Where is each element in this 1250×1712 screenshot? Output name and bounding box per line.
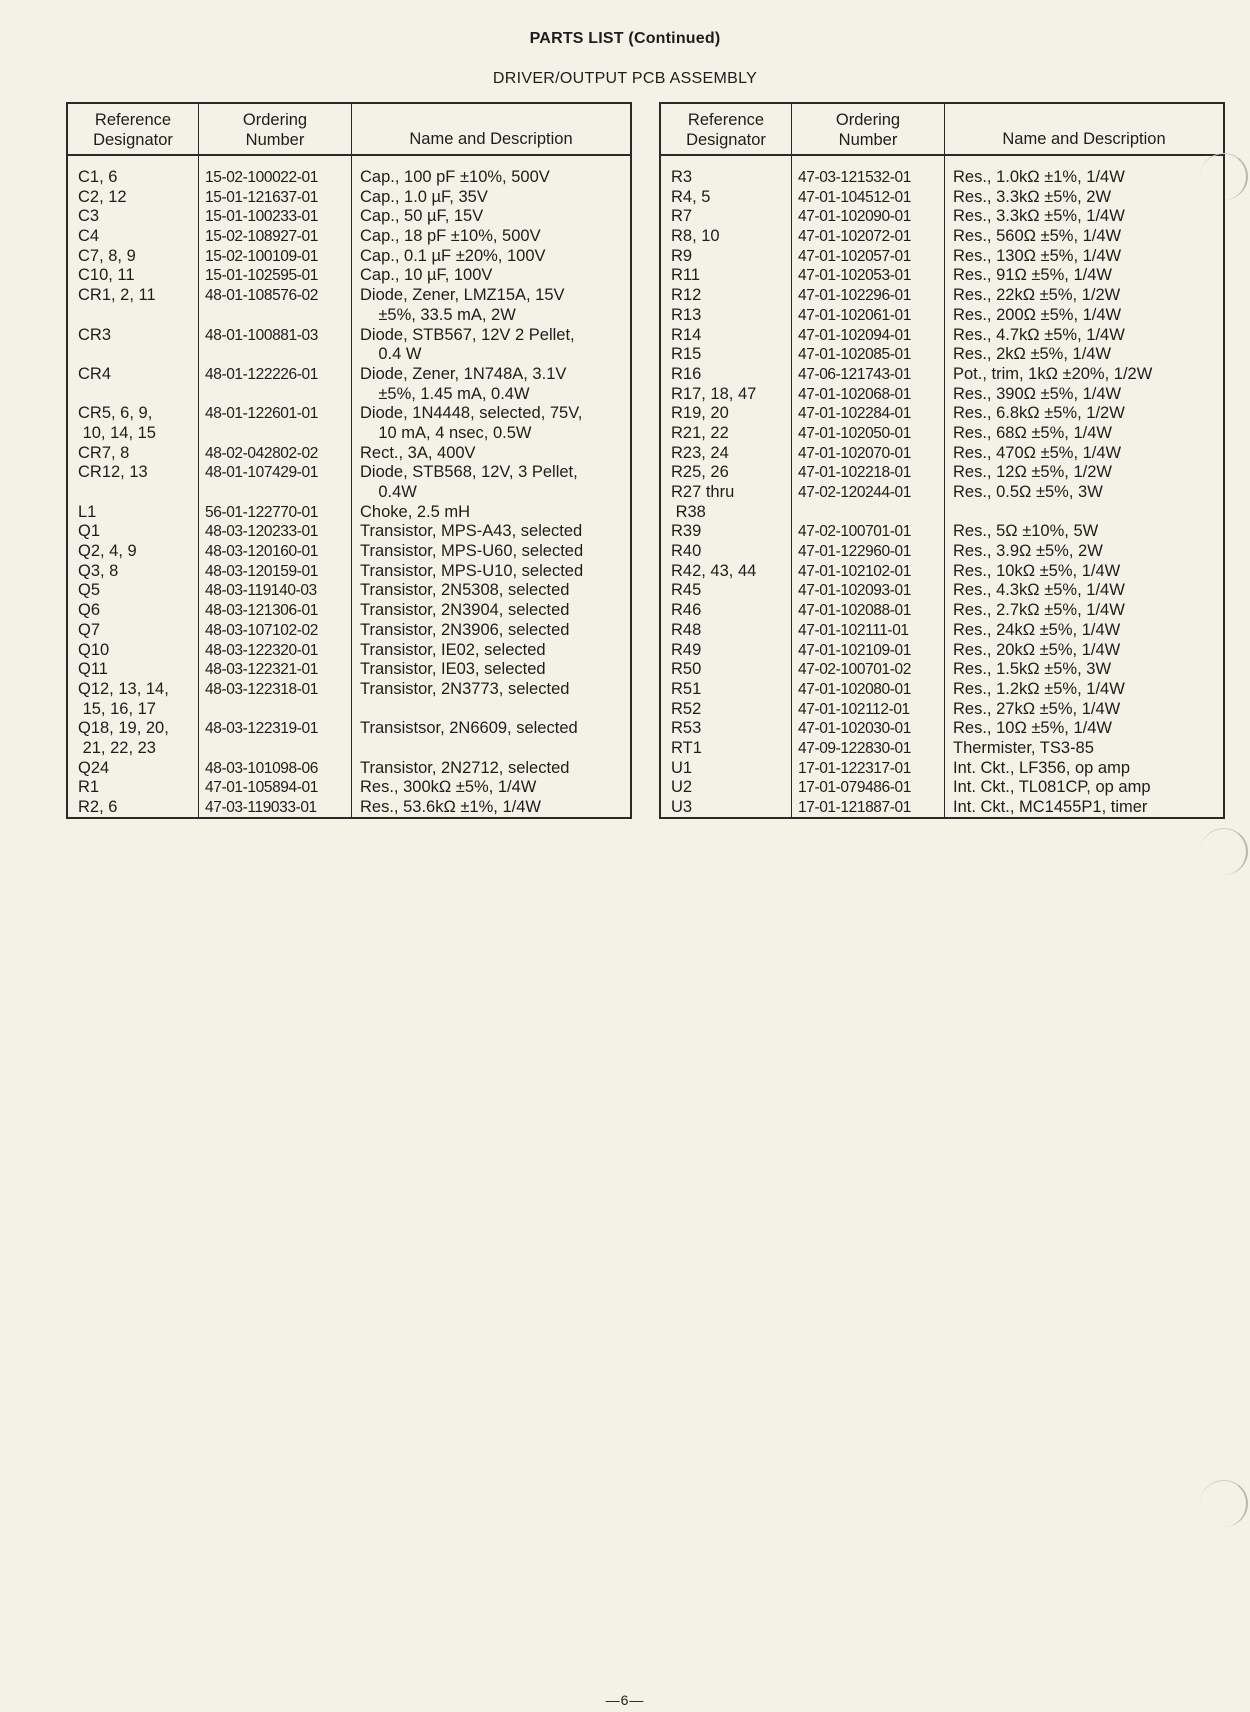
table-cell-line: 15-01-100233-01 [205,208,318,226]
table-cell-line: 47-01-105894-01 [205,779,318,797]
table-cell-line: CR4 [78,364,112,383]
table-cell-line: Diode, Zener, 1N748A, 3.1V [360,364,567,383]
table-cell-line: R8, 10 [671,227,720,246]
table-cell-line: Pot., trim, 1kΩ ±20%, 1/2W [953,364,1153,383]
table-cell-line: 48-03-122318-01 [205,680,318,698]
table-cell-line: 47-01-102061-01 [798,306,911,324]
table-cell-line: 47-01-102296-01 [798,287,911,305]
table-cell-line: Transistor, 2N5308, selected [360,581,570,600]
table-cell-line: Transistor, MPS-A43, selected [360,522,583,541]
table-body [68,156,630,817]
table-cell-line: 0.4W [360,483,417,501]
table-cell-line: Choke, 2.5 mH [360,502,471,521]
binder-hole-top [1200,153,1248,200]
table-cell-line [78,483,198,503]
table-cell-line: Res., 53.6kΩ ±1%, 1/4W [360,798,541,816]
table-cell-line: Transistor, IE02, selected [360,640,546,659]
table-cell-line: 48-03-120159-01 [205,562,318,580]
table-cell-line: Rect., 3A, 400V [360,443,476,462]
table-cell-line: L1 [78,502,97,521]
table-cell-line: R4, 5 [671,187,711,206]
table-cell-line: Q6 [78,601,101,620]
table-cell-line: Res., 24kΩ ±5%, 1/4W [953,620,1121,639]
table-cell-line: Transistor, 2N2712, selected [360,758,570,777]
table-cell-line: 47-01-102090-01 [798,208,911,226]
table-header [68,104,630,156]
table-cell-line [78,306,198,326]
table-cell-line: Q24 [78,758,110,777]
table-cell-line: Transistor, MPS-U60, selected [360,542,584,561]
table-cell-line: 15-02-100109-01 [205,247,318,265]
table-cell-line: Res., 6.8kΩ ±5%, 1/2W [953,404,1125,423]
table-cell-line: Res., 1.2kΩ ±5%, 1/4W [953,679,1125,698]
table-cell-line: R27 thru [671,483,735,501]
table-cell-line: 47-01-102094-01 [798,326,911,344]
table-cell-line: Res., 4.7kΩ ±5%, 1/4W [953,325,1125,344]
table-cell-line: Transistor, 2N3773, selected [360,679,570,698]
header-ordering-number: Ordering Number [199,104,352,154]
table-cell-line: R19, 20 [671,404,729,423]
binder-hole-middle [1200,828,1248,875]
table-cell-line: 47-01-102284-01 [798,405,911,423]
table-cell-line: Res., 91Ω ±5%, 1/4W [953,266,1112,285]
table-cell-line: Transistor, 2N3904, selected [360,601,570,620]
table-cell-line [205,424,351,444]
table-cell-line: Res., 3.3kΩ ±5%, 1/4W [953,207,1125,226]
table-cell-line: 47-02-120244-01 [798,484,911,501]
table-cell-line: Res., 22kΩ ±5%, 1/2W [953,286,1121,305]
table-cell-line: 15-01-121637-01 [205,188,318,206]
table-cell-line: CR12, 13 [78,463,148,482]
table-cell-line: 48-03-122319-01 [205,720,318,738]
table-cell-line: 47-01-102050-01 [798,424,911,442]
table-cell-line: C1, 6 [78,168,118,186]
table-cell-line: 47-02-100701-02 [798,661,911,679]
table-cell-line: Q1 [78,522,101,541]
table-cell-line: Cap., 18 pF ±10%, 500V [360,227,541,246]
table-cell-line: 17-01-122317-01 [798,759,911,777]
table-cell-line [798,503,944,523]
table-cell-line: ±5%, 33.5 mA, 2W [360,305,516,324]
table-cell-line: Q2, 4, 9 [78,542,137,561]
table-cell-line: R25, 26 [671,463,729,482]
table-cell-line: Transistor, MPS-U10, selected [360,561,584,580]
table-cell-line: Res., 0.5Ω ±5%, 3W [953,483,1103,501]
table-cell-line: Q10 [78,640,110,659]
table-cell-line: C7, 8, 9 [78,246,136,265]
table-cell-line: 48-03-101098-06 [205,759,318,777]
table-cell-line: Diode, STB568, 12V, 3 Pellet, [360,463,578,482]
table-cell-line: R7 [671,207,693,226]
table-cell-line: 48-03-122321-01 [205,661,318,679]
table-cell-line: 47-01-104512-01 [798,188,911,206]
table-cell-line: R16 [671,364,702,383]
table-cell-line: C10, 11 [78,266,135,285]
header-ordering-number: Ordering Number [792,104,945,154]
table-cell-line [953,503,1223,523]
table-cell-line [205,739,351,759]
table-cell-line: Res., 10kΩ ±5%, 1/4W [953,561,1121,580]
table-cell-line: 17-01-121887-01 [798,799,911,816]
table-cell-line: 47-01-102102-01 [798,562,911,580]
parts-table-left [66,102,632,819]
table-cell-line: Res., 130Ω ±5%, 1/4W [953,246,1122,265]
table-cell-line: 48-01-122226-01 [205,365,318,383]
table-cell-line: R50 [671,660,702,679]
page-title: PARTS LIST (Continued) [529,30,721,47]
table-cell-line: R17, 18, 47 [671,384,757,403]
ordering-column [792,156,945,817]
table-cell-line: CR7, 8 [78,443,130,462]
table-cell-line: R38 [671,502,706,521]
table-cell-line: Diode, STB567, 12V 2 Pellet, [360,325,575,344]
table-cell-line: 15, 16, 17 [78,699,156,718]
table-cell-line: 47-03-121532-01 [798,169,911,186]
header-name-description: Name and Description [1002,130,1166,148]
table-cell-line: 47-01-102057-01 [798,247,911,265]
table-cell-line: 15-02-108927-01 [205,228,318,246]
table-cell-line: Res., 200Ω ±5%, 1/4W [953,305,1122,324]
table-cell-line: Res., 300kΩ ±5%, 1/4W [360,778,537,797]
table-cell-line: Q5 [78,581,101,600]
table-cell-line: R9 [671,246,693,265]
table-cell-line: CR1, 2, 11 [78,286,156,305]
table-cell-line: Res., 5Ω ±10%, 5W [953,522,1099,541]
table-cell-line: Q18, 19, 20, [78,719,169,738]
reference-column [661,156,792,817]
table-cell-line: 48-02-042802-02 [205,444,318,462]
table-cell-line: R42, 43, 44 [671,561,757,580]
table-cell-line: 47-01-102218-01 [798,464,911,482]
table-header [661,104,1223,156]
table-cell-line: R46 [671,601,702,620]
table-cell-line: Cap., 10 µF, 100V [360,266,493,285]
table-cell-line: 47-01-102088-01 [798,602,911,620]
table-cell-line: 15-01-102595-01 [205,267,318,285]
table-cell-line: 47-01-102111-01 [798,621,909,639]
table-cell-line: R11 [671,266,701,285]
binder-hole-bottom [1200,1480,1248,1527]
parts-table-right [659,102,1225,819]
table-cell-line: R53 [671,719,702,738]
table-cell-line: Diode, Zener, LMZ15A, 15V [360,286,565,305]
table-cell-line: 48-01-122601-01 [205,405,318,423]
table-cell-line: 47-06-121743-01 [798,365,911,383]
table-cell-line: R48 [671,620,702,639]
table-cell-line: 48-01-107429-01 [205,464,318,482]
table-cell-line: R52 [671,699,702,718]
table-cell-line: R3 [671,168,693,186]
table-cell-line: Int. Ckt., MC1455P1, timer [953,798,1148,816]
table-cell-line: Res., 1.0kΩ ±1%, 1/4W [953,168,1125,186]
table-cell-line: 48-03-120160-01 [205,543,318,561]
table-cell-line: 47-02-100701-01 [798,523,911,541]
table-cell-line: 47-03-119033-01 [205,799,317,816]
table-cell-line: 47-01-102070-01 [798,444,911,462]
table-cell-line: R2, 6 [78,798,118,816]
table-cell-line: Cap., 100 pF ±10%, 500V [360,168,550,186]
table-cell-line: Transistor, IE03, selected [360,660,546,679]
table-cell-line [205,700,351,720]
table-cell-line: R12 [671,286,702,305]
table-cell-line: 48-03-122320-01 [205,641,318,659]
description-column [945,156,1223,817]
table-cell-line: U3 [671,798,693,816]
table-cell-line: 47-01-102112-01 [798,700,910,718]
table-cell-line: 47-01-102080-01 [798,680,911,698]
assembly-subtitle: DRIVER/OUTPUT PCB ASSEMBLY [492,70,758,87]
table-cell-line [205,385,351,405]
table-cell-line: 0.4 W [360,345,422,364]
table-cell-line: Res., 2kΩ ±5%, 1/4W [953,345,1112,364]
table-cell-line: 48-01-100881-03 [205,326,318,344]
table-cell-line: Q11 [78,660,108,679]
table-cell-line: 47-01-102085-01 [798,346,911,364]
ordering-column [199,156,352,817]
table-cell-line [360,739,630,759]
table-cell-line [360,700,630,720]
table-cell-line: Int. Ckt., LF356, op amp [953,758,1131,777]
table-cell-line: Res., 1.5kΩ ±5%, 3W [953,660,1112,679]
table-cell-line: R13 [671,305,702,324]
table-cell-line: C4 [78,227,100,246]
header-reference-designator: Reference Designator [68,104,199,154]
table-cell-line: 48-03-119140-03 [205,582,317,600]
table-cell-line: Res., 3.3kΩ ±5%, 2W [953,187,1112,206]
table-cell-line: 47-01-102030-01 [798,720,911,738]
table-cell-line: Q3, 8 [78,561,119,580]
table-cell-line: 47-01-122960-01 [798,543,911,561]
table-cell-line: 48-03-107102-02 [205,621,318,639]
table-cell-line: Res., 20kΩ ±5%, 1/4W [953,640,1121,659]
table-cell-line: 47-09-122830-01 [798,739,911,757]
table-cell-line: Transistsor, 2N6609, selected [360,719,578,738]
table-cell-line: 10 mA, 4 nsec, 0.5W [360,423,532,442]
table-cell-line: CR5, 6, 9, [78,404,153,423]
table-cell-line: RT1 [671,738,702,757]
page-number: —6— [605,1692,645,1708]
table-cell-line: R15 [671,345,702,364]
table-cell-line: Cap., 0.1 µF ±20%, 100V [360,246,546,265]
table-cell-line: Res., 560Ω ±5%, 1/4W [953,227,1122,246]
table-cell-line: 10, 14, 15 [78,423,156,442]
table-cell-line: 48-03-120233-01 [205,523,318,541]
header-name-description: Name and Description [409,130,573,148]
table-cell-line: R39 [671,522,702,541]
header-reference-designator: Reference Designator [661,104,792,154]
table-cell-line: 21, 22, 23 [78,738,156,757]
table-cell-line: 47-01-102072-01 [798,228,911,246]
table-cell-line: C2, 12 [78,187,127,206]
table-cell-line: Cap., 50 µF, 15V [360,207,484,226]
table-cell-line: R40 [671,542,702,561]
table-body [661,156,1223,817]
table-cell-line: Thermister, TS3-85 [953,738,1094,757]
table-cell-line: 48-03-121306-01 [205,602,318,620]
table-cell-line: Res., 470Ω ±5%, 1/4W [953,443,1122,462]
table-cell-line: Res., 68Ω ±5%, 1/4W [953,423,1112,442]
table-cell-line: 48-01-108576-02 [205,287,318,305]
table-cell-line: 17-01-079486-01 [798,779,911,797]
description-column [352,156,630,817]
table-cell-line: Q12, 13, 14, [78,679,169,698]
table-cell-line: Res., 2.7kΩ ±5%, 1/4W [953,601,1125,620]
table-cell-line: ±5%, 1.45 mA, 0.4W [360,384,530,403]
table-cell-line: Res., 10Ω ±5%, 1/4W [953,719,1112,738]
table-cell-line: CR3 [78,325,112,344]
table-cell-line: R21, 22 [671,423,729,442]
table-cell-line: Res., 390Ω ±5%, 1/4W [953,384,1122,403]
table-cell-line: Diode, 1N4448, selected, 75V, [360,404,583,423]
table-cell-line: Res., 4.3kΩ ±5%, 1/4W [953,581,1125,600]
reference-column [68,156,199,817]
table-cell-line: C3 [78,207,100,226]
table-cell-line: 47-01-102093-01 [798,582,911,600]
table-cell-line: Cap., 1.0 µF, 35V [360,187,488,206]
table-cell-line: Res., 3.9Ω ±5%, 2W [953,542,1103,561]
table-cell-line: R14 [671,325,702,344]
table-cell-line: Res., 12Ω ±5%, 1/2W [953,463,1112,482]
table-cell-line: 47-01-102053-01 [798,267,911,285]
table-cell-line: R1 [78,778,100,797]
table-cell-line [78,385,198,405]
table-cell-line: Q7 [78,620,101,639]
table-cell-line: 47-01-102068-01 [798,385,911,403]
table-cell-line: R51 [671,679,702,698]
table-cell-line: R45 [671,581,702,600]
table-cell-line: U2 [671,778,693,797]
table-cell-line [78,345,198,365]
table-cell-line [205,483,351,503]
table-cell-line: U1 [671,758,693,777]
table-cell-line: 47-01-102109-01 [798,641,911,659]
table-cell-line: 56-01-122770-01 [205,503,318,521]
table-cell-line: Int. Ckt., TL081CP, op amp [953,778,1151,797]
table-cell-line: R49 [671,640,702,659]
table-cell-line [205,306,351,326]
table-cell-line: Res., 27kΩ ±5%, 1/4W [953,699,1121,718]
table-cell-line [205,345,351,365]
table-cell-line: R23, 24 [671,443,729,462]
table-cell-line: 15-02-100022-01 [205,169,318,186]
table-cell-line: Transistor, 2N3906, selected [360,620,570,639]
